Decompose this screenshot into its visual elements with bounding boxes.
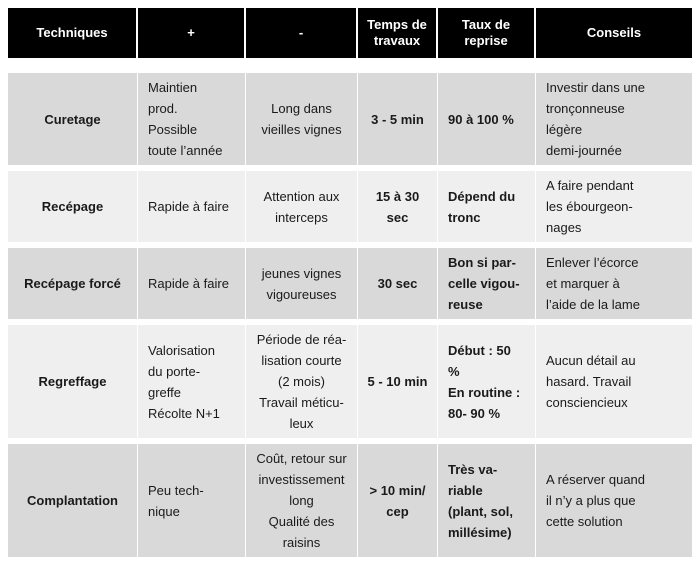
- spacer-cell: [8, 58, 692, 73]
- minus-cell: Long dans vieilles vignes: [246, 73, 358, 171]
- temps-cell: 5 - 10 min: [358, 325, 438, 444]
- header-plus: +: [138, 8, 246, 58]
- plus-cell: Maintien prod. Possible toute l’année: [138, 73, 246, 171]
- minus-cell: Période de réa- lisation courte (2 mois) Travail méticu- leux: [246, 325, 358, 444]
- techniques-table-container: [8, 8, 692, 563]
- temps-cell: 3 - 5 min: [358, 73, 438, 171]
- taux-cell: Bon si par- celle vigou- reuse: [438, 248, 536, 325]
- plus-cell: Valorisation du porte- greffe Récolte N+1: [138, 325, 246, 444]
- taux-cell: Dépend du tronc: [438, 171, 536, 248]
- header-row: [8, 8, 692, 58]
- plus-cell: Rapide à faire: [138, 248, 246, 325]
- conseil-cell: Investir dans une tronçonneuse légère demi-journée: [536, 73, 692, 171]
- minus-cell: Coût, retour sur investissement long Qualité des raisins: [246, 444, 358, 563]
- taux-cell: 90 à 100 %: [438, 73, 536, 171]
- technique-cell: Regreffage: [8, 325, 138, 444]
- header-conseils: Conseils: [536, 8, 692, 58]
- table-row: [8, 325, 692, 444]
- conseil-cell: Enlever l’écorce et marquer à l’aide de la lame: [536, 248, 692, 325]
- table-row: [8, 171, 692, 248]
- technique-cell: Curetage: [8, 73, 138, 171]
- header-spacer: [8, 58, 692, 73]
- conseil-cell: A réserver quand il n’y a plus que cette solution: [536, 444, 692, 563]
- conseil-cell: Aucun détail au hasard. Travail consciencieux: [536, 325, 692, 444]
- temps-cell: 15 à 30 sec: [358, 171, 438, 248]
- techniques-table: [8, 8, 692, 563]
- temps-cell: > 10 min/ cep: [358, 444, 438, 563]
- minus-cell: jeunes vignes vigoureuses: [246, 248, 358, 325]
- plus-cell: Peu tech- nique: [138, 444, 246, 563]
- header-techniques: Techniques: [8, 8, 138, 58]
- taux-cell: Très va- riable (plant, sol, millésime): [438, 444, 536, 563]
- header-minus: -: [246, 8, 358, 58]
- header-taux: Taux de reprise: [438, 8, 536, 58]
- temps-cell: 30 sec: [358, 248, 438, 325]
- header-temps: Temps de travaux: [358, 8, 438, 58]
- technique-cell: Recépage forcé: [8, 248, 138, 325]
- plus-cell: Rapide à faire: [138, 171, 246, 248]
- table-row: [8, 444, 692, 563]
- table-row: [8, 248, 692, 325]
- technique-cell: Complantation: [8, 444, 138, 563]
- conseil-cell: A faire pendant les ébourgeon- nages: [536, 171, 692, 248]
- taux-cell: Début : 50 % En routine : 80- 90 %: [438, 325, 536, 444]
- table-row: [8, 73, 692, 171]
- minus-cell: Attention aux interceps: [246, 171, 358, 248]
- technique-cell: Recépage: [8, 171, 138, 248]
